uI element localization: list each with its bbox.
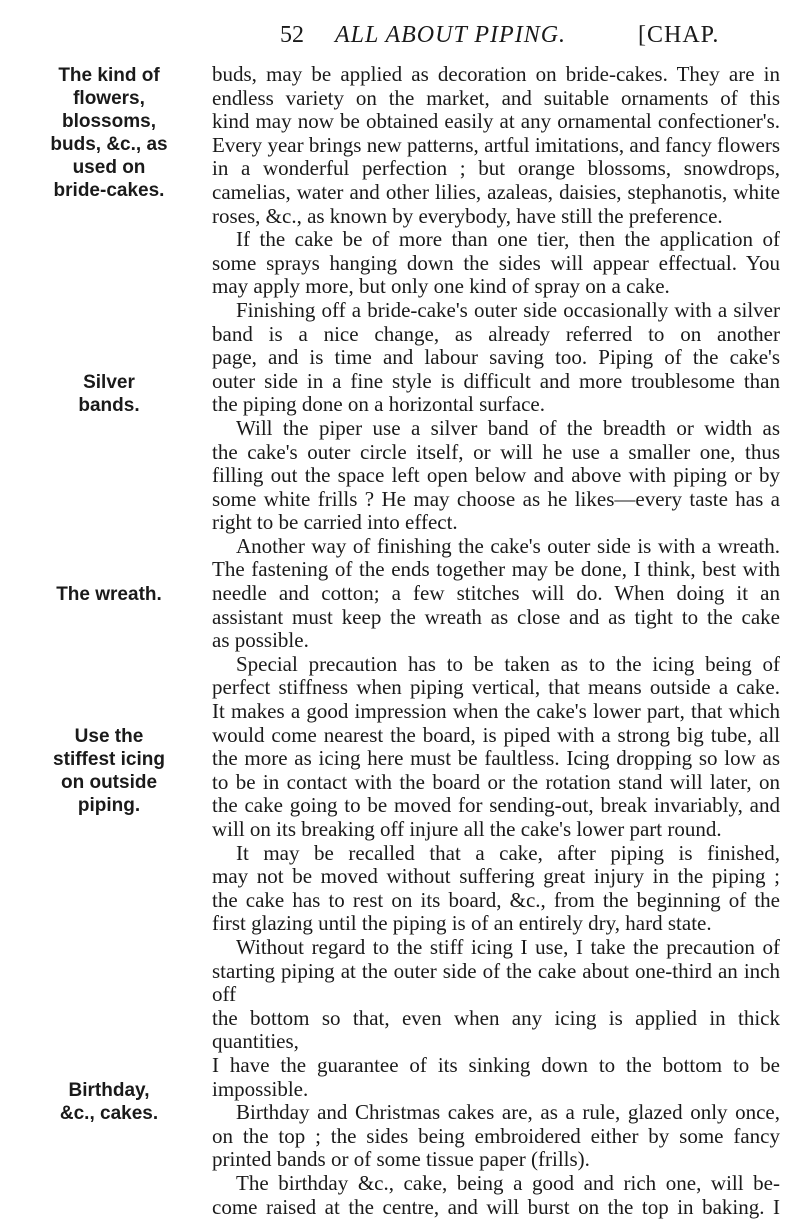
- text-line: starting piping at the outer side of the cake about one-third an inch off: [212, 960, 780, 1007]
- text-line: Special precaution has to be taken as to the icing being of: [212, 653, 780, 677]
- text-line: I have the guarantee of its sinking down to the bottom to be: [212, 1054, 780, 1078]
- text-line: Will the piper use a silver band of the breadth or width as: [212, 417, 780, 441]
- text-line: It makes a good impression when the cake's lower part, that which: [212, 700, 780, 724]
- text-line: in a wonderful perfection ; but orange blossoms, snowdrops,: [212, 157, 780, 181]
- text-line: on the top ; the sides being embroidered either by some fancy: [212, 1125, 780, 1149]
- text-line: first glazing until the piping is of an entirely dry, hard state.: [212, 912, 780, 936]
- text-line: printed bands or of some tissue paper (frills).: [212, 1148, 780, 1172]
- text-line: right to be carried into effect.: [212, 511, 780, 535]
- text-line: the piping done on a horizontal surface.: [212, 393, 780, 417]
- text-line: Every year brings new patterns, artful imitations, and fancy flowers: [212, 134, 780, 158]
- text-line: may not be moved without suffering great injury in the piping ;: [212, 865, 780, 889]
- margin-note: Use the stiffest icing on outside piping.: [14, 725, 204, 817]
- margin-note: Silver bands.: [14, 371, 204, 417]
- running-title: ALL ABOUT PIPING.: [335, 22, 566, 49]
- margin-note: Birthday, &c., cakes.: [14, 1079, 204, 1125]
- text-line: outer side in a fine style is difficult and more troublesome than: [212, 370, 780, 394]
- text-line: filling out the space left open below and above with piping or by: [212, 464, 780, 488]
- text-line: The birthday &c., cake, being a good and rich one, will be-: [212, 1172, 780, 1196]
- margin-note: The wreath.: [14, 583, 204, 606]
- text-line: The fastening of the ends together may be done, I think, best with: [212, 558, 780, 582]
- text-line: Finishing off a bride-cake's outer side occasionally with a silver: [212, 299, 780, 323]
- text-line: Birthday and Christmas cakes are, as a rule, glazed only once,: [212, 1101, 780, 1125]
- text-line: the bottom so that, even when any icing is applied in thick quantities,: [212, 1007, 780, 1054]
- text-line: Without regard to the stiff icing I use, I take the precaution of: [212, 936, 780, 960]
- text-line: roses, &c., as known by everybody, have still the preference.: [212, 205, 780, 229]
- text-line: Another way of finishing the cake's outer side is with a wreath.: [212, 535, 780, 559]
- chapter-label: [CHAP.: [638, 22, 719, 49]
- text-line: assistant must keep the wreath as close and as tight to the cake: [212, 606, 780, 630]
- text-line: page, and is time and labour saving too. Piping of the cake's: [212, 346, 780, 370]
- text-line: some sprays hanging down the sides will appear effectual. You: [212, 252, 780, 276]
- text-line: the cake's outer circle itself, or will he use a smaller one, thus: [212, 441, 780, 465]
- text-line: the cake has to rest on its board, &c., from the beginning of the: [212, 889, 780, 913]
- page-number: 52: [280, 22, 304, 49]
- text-line: as possible.: [212, 629, 780, 653]
- text-line: impossible.: [212, 1078, 780, 1102]
- text-line: It may be recalled that a cake, after piping is finished,: [212, 842, 780, 866]
- text-line: some white frills ? He may choose as he likes—every taste has a: [212, 488, 780, 512]
- text-line: may apply more, but only one kind of spray on a cake.: [212, 275, 780, 299]
- text-line: needle and cotton; a few stitches will do. When doing it an: [212, 582, 780, 606]
- running-header: [0, 22, 801, 62]
- text-line: come raised at the centre, and will burst on the top in baking. I: [212, 1196, 780, 1219]
- text-line: If the cake be of more than one tier, then the application of: [212, 228, 780, 252]
- text-line: perfect stiffness when piping vertical, that means outside a cake.: [212, 676, 780, 700]
- text-line: will on its breaking off injure all the cake's lower part round.: [212, 818, 780, 842]
- text-line: band is a nice change, as already referred to on another: [212, 323, 780, 347]
- text-line: the more as icing here must be faultless. Icing dropping so low as: [212, 747, 780, 771]
- text-line: would come nearest the board, is piped with a strong big tube, all: [212, 724, 780, 748]
- text-line: to be in contact with the board or the rotation stand will later, on: [212, 771, 780, 795]
- text-line: buds, may be applied as decoration on bride-cakes. They are in: [212, 63, 780, 87]
- margin-note: The kind of flowers, blossoms, buds, &c., as used on bride-cakes.: [14, 64, 204, 202]
- text-line: camelias, water and other lilies, azaleas, daisies, stephanotis, white: [212, 181, 780, 205]
- body-text: [212, 63, 780, 1219]
- text-line: the cake going to be moved for sending-out, break invariably, and: [212, 794, 780, 818]
- text-line: kind may now be obtained easily at any ornamental confectioner's.: [212, 110, 780, 134]
- text-line: endless variety on the market, and suitable ornaments of this: [212, 87, 780, 111]
